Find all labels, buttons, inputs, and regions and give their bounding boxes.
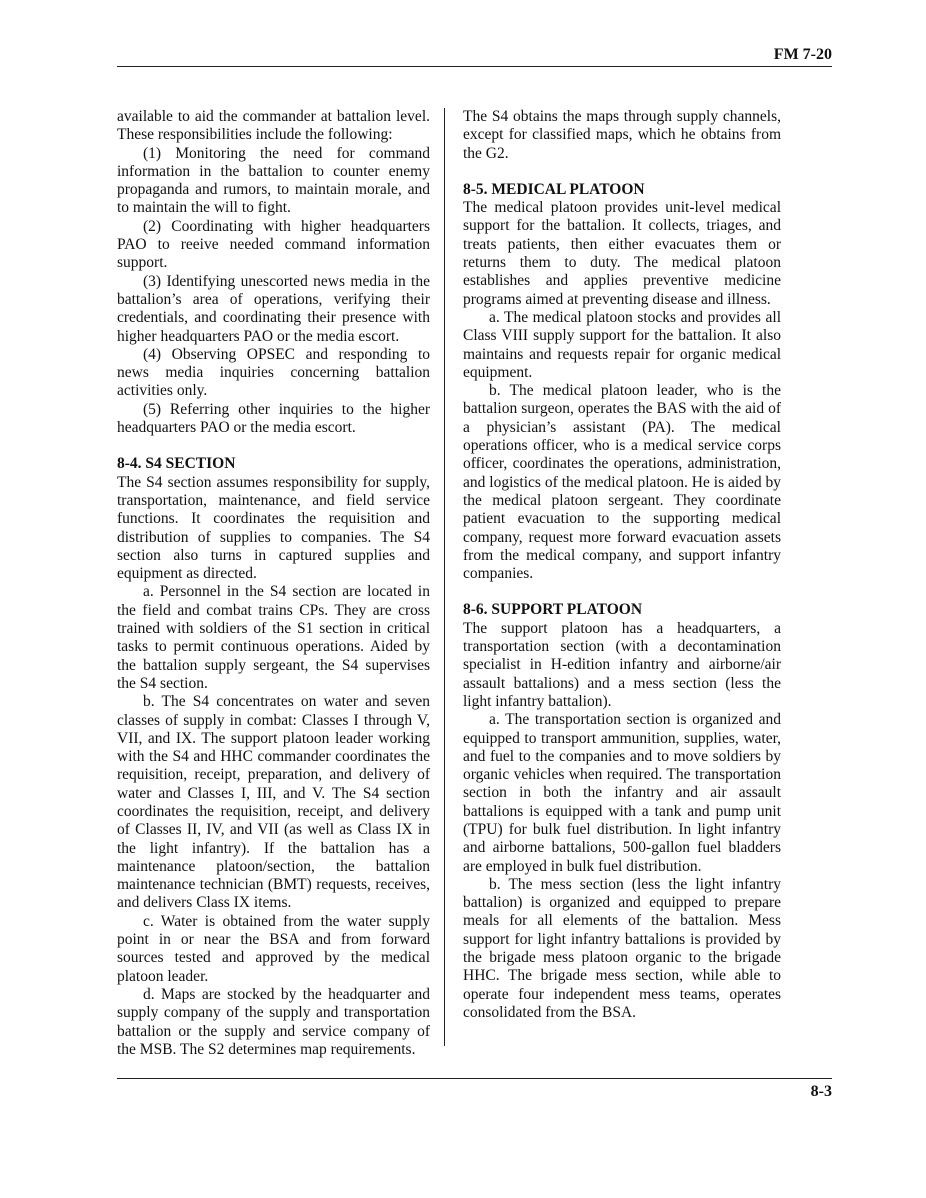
paragraph: b. The mess section (less the light infantry battalion) is organized and equipped to prepare meals for all elements of the battalion. Mess support for light infantry battalions is provided by the brigade mess platoon organic to the brigade HHC. The brigade mess section, while able to operate four independent mess teams, operates consolidated from the BSA. xyxy=(463,875,781,1021)
footer-rule xyxy=(117,1078,832,1079)
paragraph: The S4 obtains the maps through supply channels, except for classified maps, which he obtains from the G2. xyxy=(463,108,781,162)
paragraph: b. The medical platoon leader, who is the battalion surgeon, operates the BAS with the aid of a physician’s assistant (PA). The medical operations officer, who is a medical service corps officer, coordinates the operations, administration, and logistics of the medical platoon. He is aided by the medical platoon sergeant. They coordinate patient evacuation to the supporting medical company, request more forward evacuation assets from the medical company, and support infantry companies. xyxy=(463,382,781,583)
paragraph: (3) Identifying unescorted news media in the battalion’s area of operations, verifying their credentials, and coordinating their presence with higher headquarters PAO or the media escort. xyxy=(117,272,430,345)
section-heading-medical: 8-5. MEDICAL PLATOON xyxy=(463,180,645,198)
page-number: 8-3 xyxy=(810,1083,832,1100)
section-heading-s4: 8-4. S4 SECTION xyxy=(117,455,236,473)
column-divider xyxy=(444,108,445,1046)
paragraph: a. The medical platoon stocks and provides all Class VIII supply support for the battalion. It also maintains and requests repair for organic medical equipment. xyxy=(463,308,781,381)
paragraph: The S4 section assumes responsibility for supply, transportation, maintenance, and field service functions. It coordinates the requisition and distribution of supplies to companies. The S4 section also turns in captured supplies and equipment as directed. xyxy=(117,473,430,583)
paragraph: (2) Coordinating with higher headquarters PAO to reeive needed command information support. xyxy=(117,217,430,272)
paragraph: (5) Referring other inquiries to the higher headquarters PAO or the media escort. xyxy=(117,400,430,437)
paragraph: a. Personnel in the S4 section are located in the field and combat trains CPs. They are cross trained with soldiers of the S1 section in critical tasks to permit continuous operations. Aided by the battalion supply sergeant, the S4 supervises the S4 section. xyxy=(117,583,430,692)
paragraph: The medical platoon provides unit-level medical support for the battalion. It collects, triages, and treats patients, then either evacuates them or returns them to duty. The medical platoon establishes and applies preventive medicine programs aimed at preventing disease and illness. xyxy=(463,199,781,308)
paragraph: (4) Observing OPSEC and responding to news media inquiries concerning battalion activities only. xyxy=(117,345,430,400)
left-column xyxy=(117,108,430,1059)
paragraph: (1) Monitoring the need for command information in the battalion to counter enemy propaganda and rumors, to maintain morale, and to maintain the will to fight. xyxy=(117,144,430,217)
paragraph: available to aid the commander at battalion level. These responsibilities include the following: xyxy=(117,108,430,144)
right-column xyxy=(463,108,781,1022)
header-rule xyxy=(117,66,832,67)
paragraph: a. The transportation section is organized and equipped to transport ammunition, supplies, water, and fuel to the companies and to move soldiers by organic vehicles when required. The transportation section in both the infantry and air assault battalions is equipped with a tank and pump unit (TPU) for bulk fuel distribution. In light infantry and airborne battalions, 500-gallon fuel bladders are employed in bulk fuel distribution. xyxy=(463,711,781,875)
section-heading-support: 8-6. SUPPORT PLATOON xyxy=(463,601,643,619)
paragraph: The support platoon has a headquarters, a transportation section (with a decontamination specialist in H-edition infantry and airborne/air assault battalions) and a mess section (less the light infantry battalion). xyxy=(463,619,781,710)
paragraph: c. Water is obtained from the water supply point in or near the BSA and from forward sources tested and approved by the medical platoon leader. xyxy=(117,912,430,985)
paragraph: b. The S4 concentrates on water and seven classes of supply in combat: Classes I through V, VII, and IX. The support platoon leader working with the S4 and HHC commander coordinates the requisition, receipt, preparation, and delivery of water and Classes I, III, and V. The S4 section coordinates the requisition, receipt, and delivery of Classes II, IV, and VII (as well as Class IX in the light infantry). If the battalion has a maintenance platoon/section, the battalion maintenance technician (BMT) requests, receives, and delivers Class IX items. xyxy=(117,693,430,912)
document-id: FM 7-20 xyxy=(773,46,832,63)
paragraph: d. Maps are stocked by the headquarter and supply company of the supply and transportation battalion or the supply and service company of the MSB. The S2 determines map requirements. xyxy=(117,985,430,1058)
